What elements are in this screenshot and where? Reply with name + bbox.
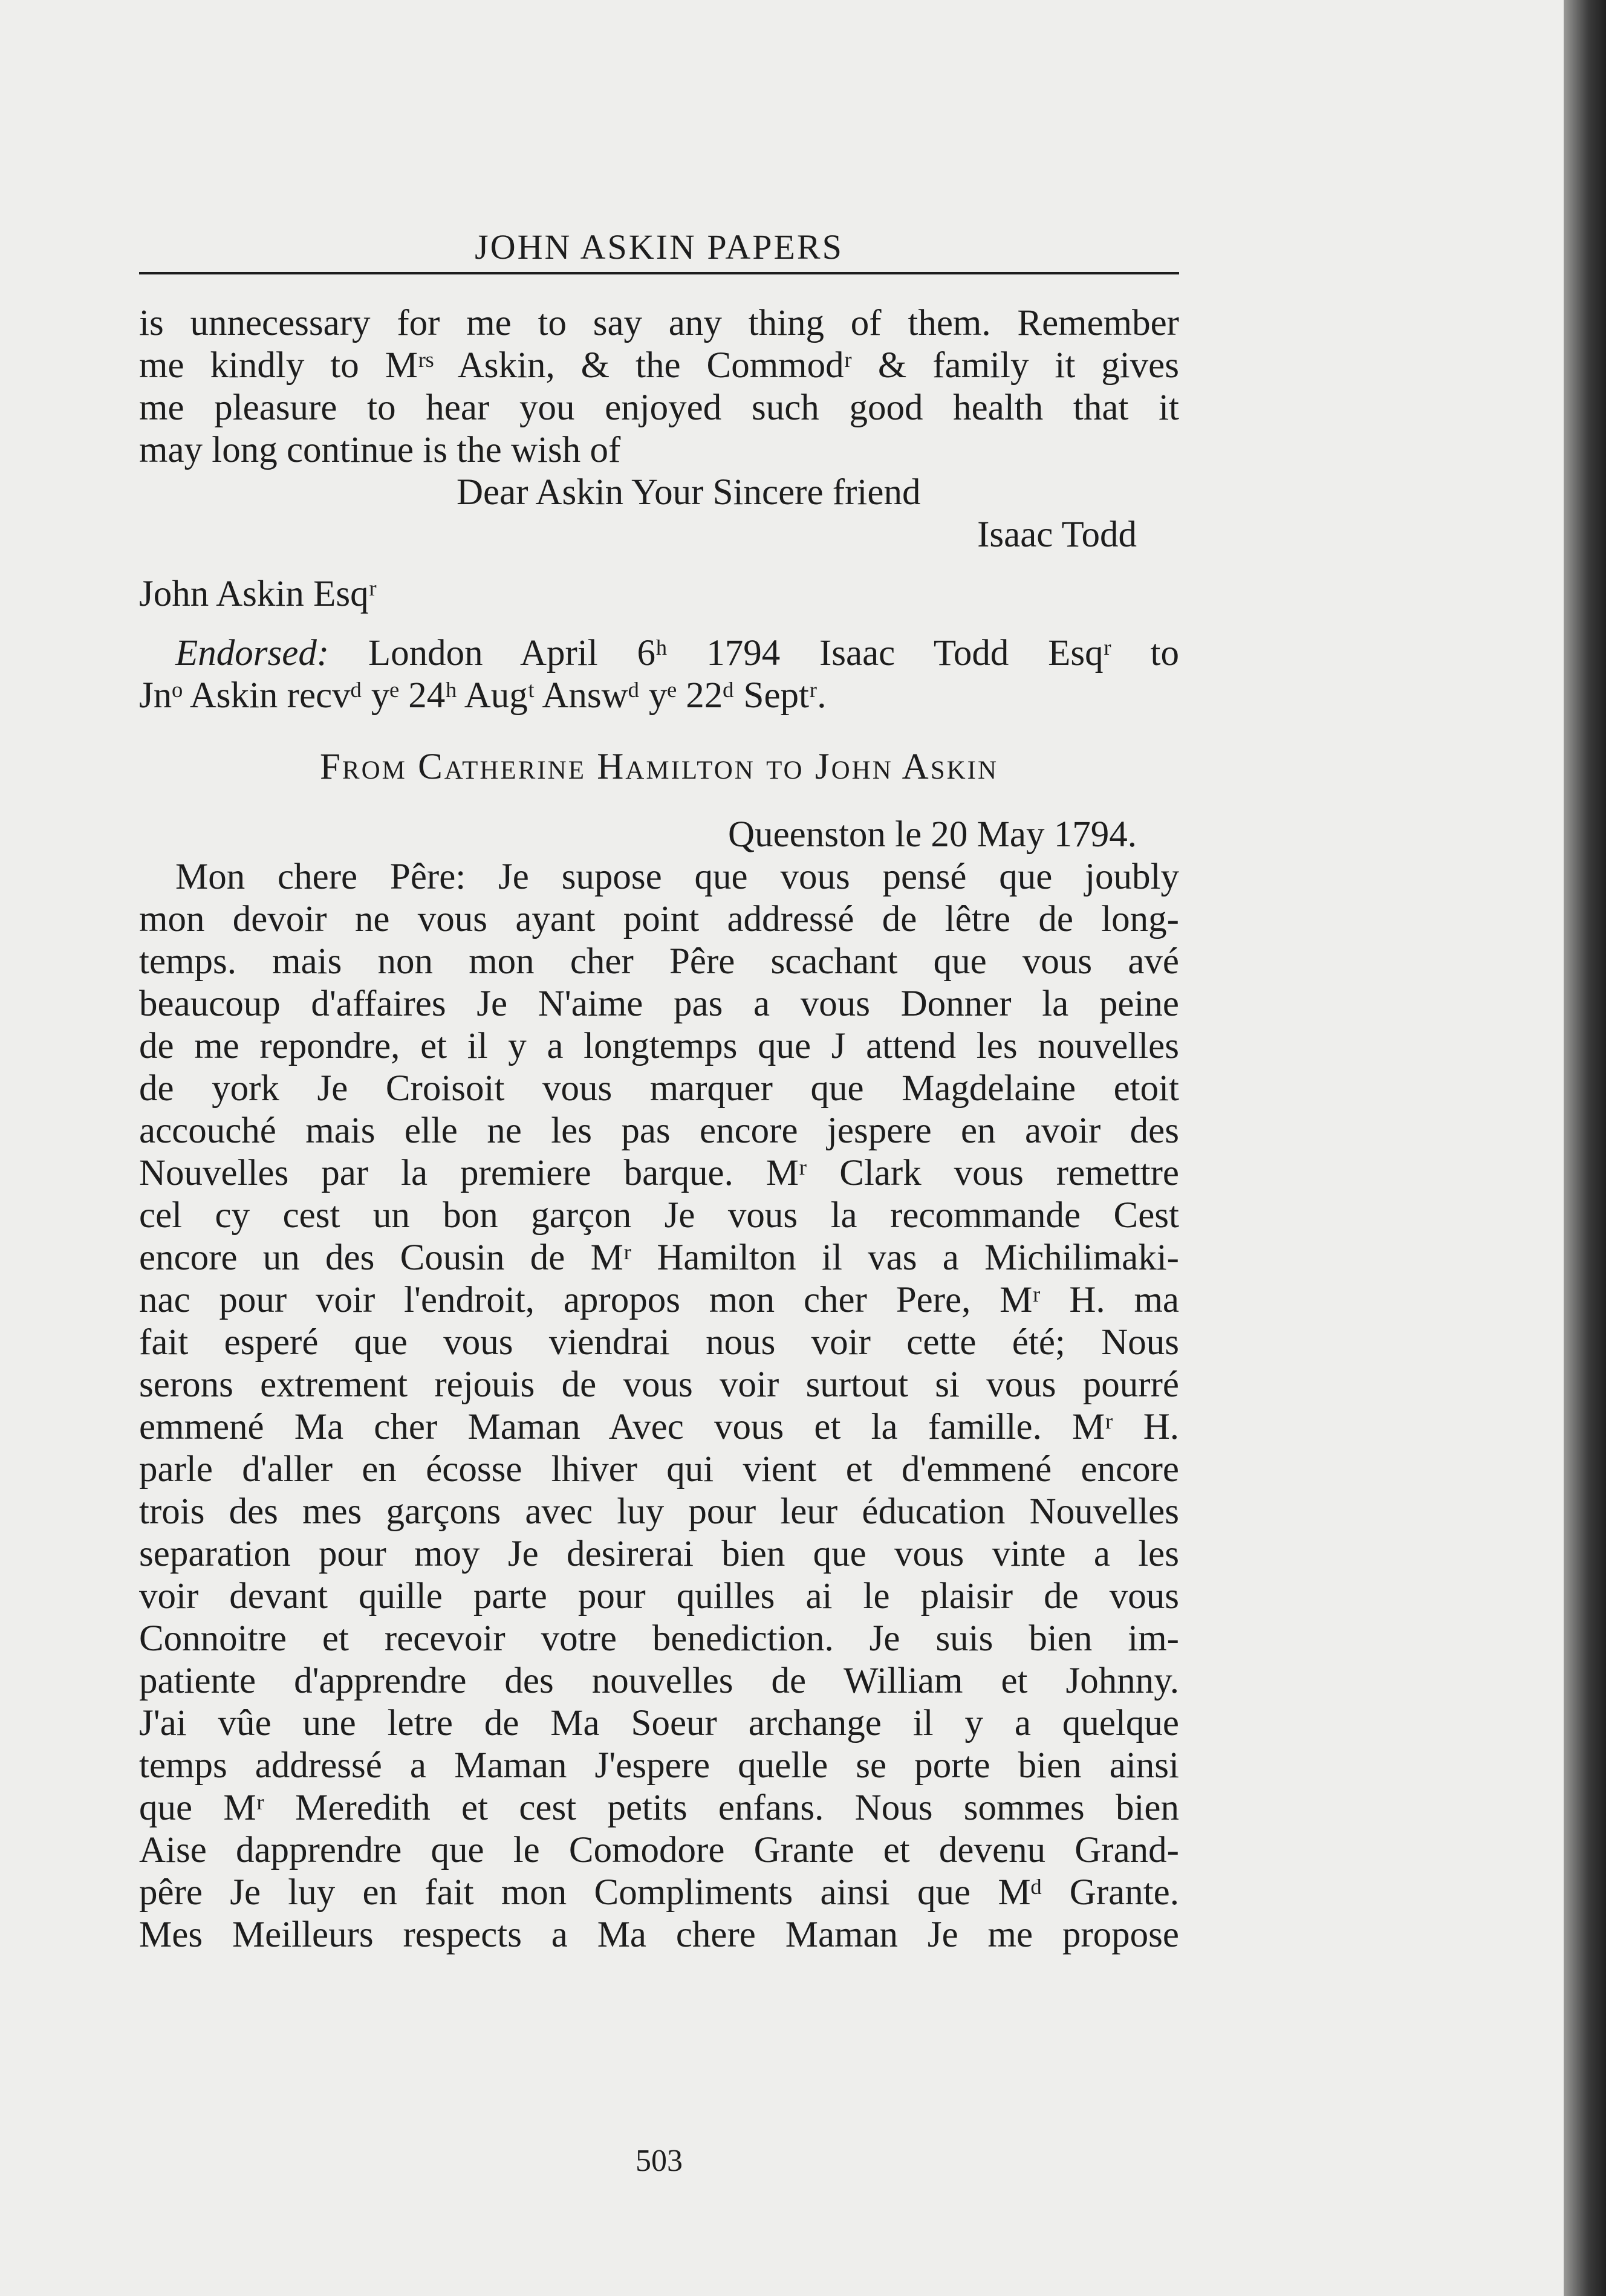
letter-heading: From Catherine Hamilton to John Askin: [319, 747, 999, 787]
letter-line: Nouvelles par la premiere barque. Mʳ Clark vous remettre: [139, 1153, 1179, 1193]
letter-line: temps addressé a Maman J'espere quelle se porte bien ainsi: [139, 1745, 1179, 1786]
letter-line: cel cy cest un bon garçon Je vous la recommande Cest: [139, 1195, 1179, 1236]
letter-line: J'ai vûe une letre de Ma Soeur archange il y a quelque: [139, 1703, 1179, 1743]
letter-line: trois des mes garçons avec luy pour leur éducation Nouvelles: [139, 1491, 1179, 1532]
dateline: Queenston le 20 May 1794.: [728, 814, 1137, 855]
letter-line: de york Je Croisoit vous marquer que Magdelaine etoit: [139, 1068, 1179, 1109]
letter-line: parle d'aller en écosse lhiver qui vient et d'emmené encore: [139, 1449, 1179, 1490]
endorsement-text: London April 6ʰ 1794 Isaac Todd Esqʳ to: [368, 633, 1179, 673]
letter-line: Aise dapprendre que le Comodore Grante et devenu Grand-: [139, 1830, 1179, 1870]
letter-line: separation pour moy Je desirerai bien que vous vinte a les: [139, 1534, 1179, 1574]
letter-line: serons extrement rejouis de vous voir surtout si vous pourré: [139, 1364, 1179, 1405]
letter-line: temps. mais non mon cher Pêre scachant que vous avé: [139, 941, 1179, 982]
letter-line: fait esperé que vous viendrai nous voir cette été; Nous: [139, 1322, 1179, 1363]
signature: Isaac Todd: [977, 514, 1137, 555]
text-line: may long continue is the wish of: [139, 430, 621, 470]
page-number: 503: [636, 2144, 683, 2178]
letter-line: patiente d'apprendre des nouvelles de William et Johnny.: [139, 1661, 1179, 1701]
letter-line: Mes Meilleurs respects a Ma chere Maman Je me propose: [139, 1915, 1179, 1955]
text-line: me kindly to Mʳˢ Askin, & the Commodʳ & family it gives: [139, 345, 1179, 386]
addressee: John Askin Esqʳ: [139, 574, 377, 614]
letter-line: voir devant quille parte pour quilles ai le plaisir de vous: [139, 1576, 1179, 1617]
letter-line: nac pour voir l'endroit, apropos mon cher Pere, Mʳ H. ma: [139, 1280, 1179, 1320]
letter-line: Mon chere Pêre: Je supose que vous pensé que joubly: [175, 857, 1179, 897]
body-text: [139, 302, 1179, 1956]
header-rule: [139, 272, 1179, 274]
endorsed-label: Endorsed:: [175, 633, 330, 673]
scan-shadow: [1564, 0, 1606, 2296]
text-line: me pleasure to hear you enjoyed such good health that it: [139, 388, 1179, 428]
letter-line: emmené Ma cher Maman Avec vous et la famille. Mʳ H.: [139, 1407, 1179, 1447]
endorsement-line: Jnᵒ Askin recvᵈ yᵉ 24ʰ Augᵗ Answᵈ yᵉ 22ᵈ Septʳ.: [139, 675, 827, 716]
closing-salutation: Dear Askin Your Sincere friend: [457, 472, 921, 513]
letter-line: encore un des Cousin de Mʳ Hamilton il vas a Michilimaki-: [139, 1237, 1179, 1278]
letter-line: Connoitre et recevoir votre benediction. Je suis bien im-: [139, 1618, 1179, 1659]
text-line: is unnecessary for me to say any thing of them. Remember: [139, 303, 1179, 343]
letter-line: que Mʳ Meredith et cest petits enfans. Nous sommes bien: [139, 1788, 1179, 1828]
letter-line: accouché mais elle ne les pas encore jespere en avoir des: [139, 1111, 1179, 1151]
running-head: JOHN ASKIN PAPERS: [475, 227, 844, 267]
letter-line: beaucoup d'affaires Je N'aime pas a vous Donner la peine: [139, 984, 1179, 1024]
endorsement-line: [139, 632, 1179, 675]
letter-line: mon devoir ne vous ayant point addressé de lêtre de long-: [139, 899, 1179, 939]
letter-line: pêre Je luy en fait mon Compliments ainsi que Mᵈ Grante.: [139, 1872, 1179, 1913]
letter-line: de me repondre, et il y a longtemps que J attend les nouvelles: [139, 1026, 1179, 1066]
